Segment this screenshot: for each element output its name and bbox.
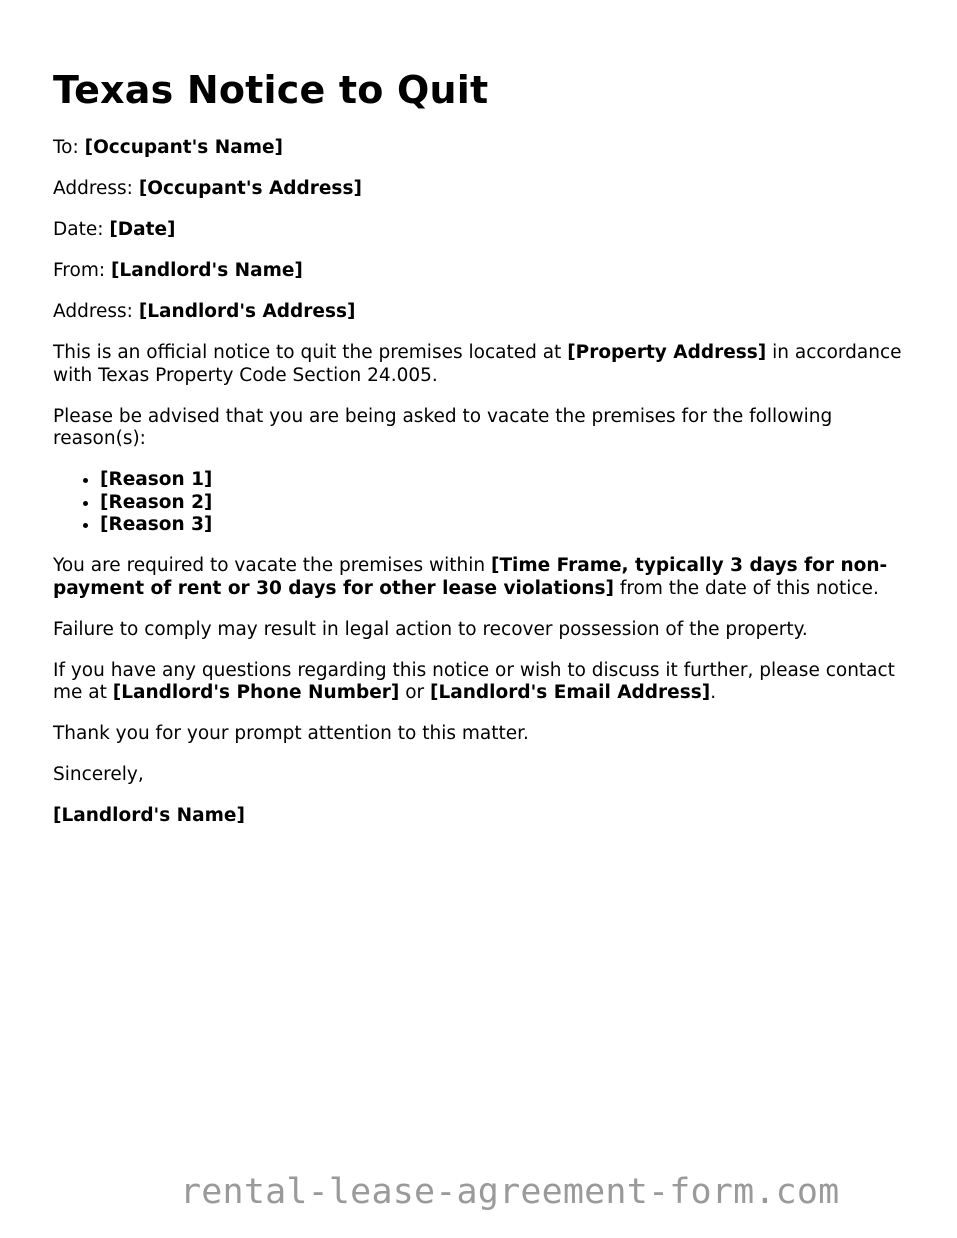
time-frame: [Time Frame, typically 3 days for non-payment of rent or 30 days for other lease violations]	[53, 555, 888, 599]
landlord-address-label: Address:	[53, 301, 133, 322]
signature	[53, 805, 913, 828]
landlord-address-value: [Landlord's Address]	[138, 301, 356, 322]
to-value: [Occupant's Name]	[84, 137, 283, 158]
occupant-address-value: [Occupant's Address]	[138, 178, 362, 199]
occupant-address-label: Address:	[53, 178, 133, 199]
from-line	[53, 260, 913, 283]
landlord-phone: [Landlord's Phone Number]	[112, 682, 400, 703]
contact-paragraph	[53, 660, 913, 705]
landlord-email: [Landlord's Email Address]	[430, 682, 711, 703]
list-item: • [Reason 1]	[100, 469, 913, 492]
vacate-text-end: from the date of this notice.	[613, 577, 879, 599]
vacate-text-start: You are required to vacate the premises within	[53, 555, 491, 576]
date-line	[53, 219, 913, 242]
to-line	[53, 137, 913, 160]
contact-text-mid: or	[399, 682, 431, 703]
watermark: rental-lease-agreement-form.com	[180, 1172, 840, 1212]
notice-text-end: in accordance with Texas Property Code Section 24.005.	[53, 342, 902, 386]
vacate-paragraph	[53, 555, 913, 600]
list-item: • [Reason 3]	[100, 514, 913, 537]
contact-text-end: .	[710, 682, 717, 703]
list-item: • [Reason 2]	[100, 492, 913, 515]
date-label: Date:	[53, 219, 104, 240]
landlord-address-line	[53, 301, 913, 324]
reasons-intro: Please be advised that you are being asked to vacate the premises for the following reason(s):	[53, 405, 833, 449]
occupant-address-line	[53, 178, 913, 201]
page-title: Texas Notice to Quit	[53, 68, 489, 112]
closing: Sincerely,	[53, 764, 144, 785]
to-label: To:	[53, 137, 79, 158]
signature-name: [Landlord's Name]	[53, 805, 245, 826]
reasons-list	[53, 469, 913, 537]
from-value: [Landlord's Name]	[110, 260, 303, 281]
notice-paragraph	[53, 342, 913, 387]
failure-paragraph: Failure to comply may result in legal action to recover possession of the property.	[53, 618, 808, 640]
from-label: From:	[53, 260, 106, 281]
document-page	[53, 0, 913, 828]
thanks-paragraph: Thank you for your prompt attention to this matter.	[53, 723, 529, 744]
contact-text-start: If you have any questions regarding this notice or wish to discuss it further, please contact me at	[53, 659, 895, 703]
notice-text-start: This is an official notice to quit the premises located at	[53, 342, 568, 363]
property-address: [Property Address]	[567, 342, 767, 363]
date-value: [Date]	[109, 219, 176, 240]
